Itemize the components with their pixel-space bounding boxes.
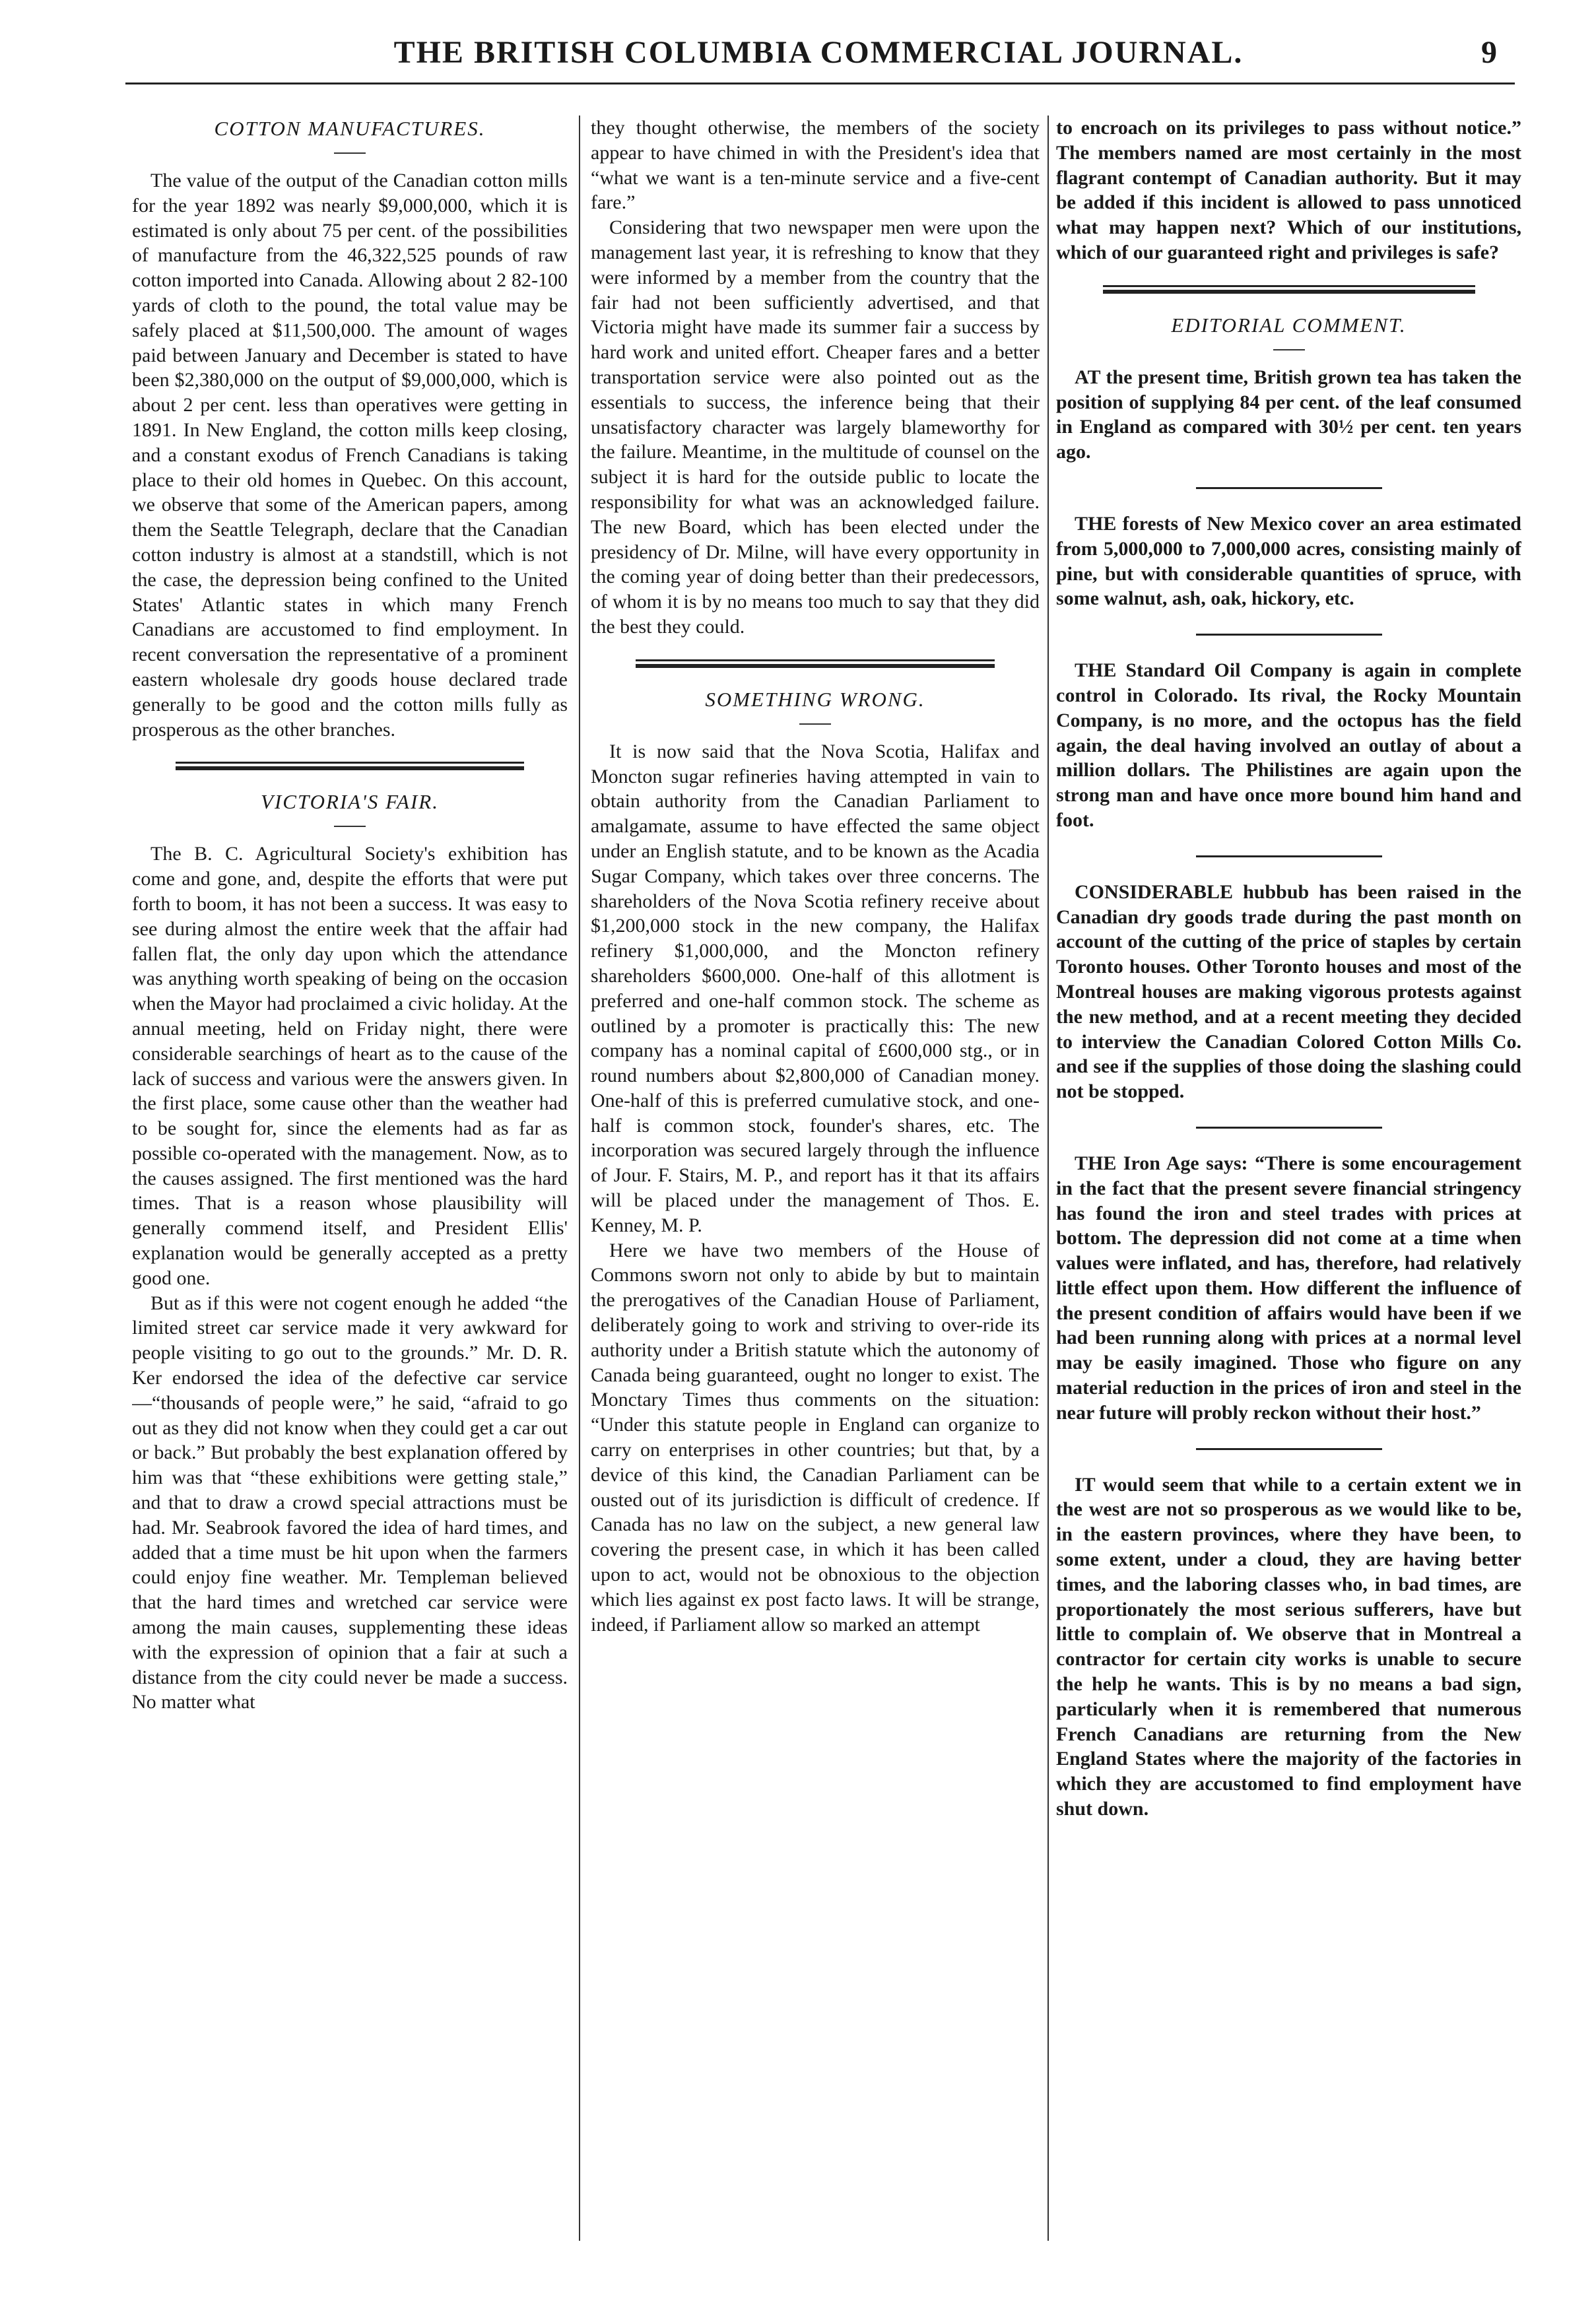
- item-divider: [1196, 634, 1382, 636]
- page-number: 9: [1481, 35, 1497, 70]
- editorial-item: IT would seem that while to a certain extent we in the west are not so prosperous as we would like to be, in the eastern provinces, where they have been, to some extent, under a cloud, they are having better times, and the laboring classes who, in bad times, are proportionately the most serious sufferers, have but little to complain of. We observe that in Montreal a contractor for certain city works is unable to secure the help he wants. This is by no means a bad sign, particularly when it is remembered that numerous French Canadians are returning from the New England States where the majority of the factories in which they are accustomed to find employment have shut down.: [1056, 1473, 1521, 1820]
- column-divider: [1047, 116, 1049, 2241]
- article-heading: VICTORIA'S FAIR.: [261, 790, 439, 814]
- column-3: [1056, 116, 1521, 2245]
- item-divider: [1196, 1127, 1382, 1129]
- article-heading: EDITORIAL COMMENT.: [1171, 313, 1407, 337]
- column-1: [132, 116, 568, 2245]
- editorial-item: THE Iron Age says: “There is some encouragement in the fact that the present severe financial stringency has found the iron and steel trades with prices at bottom. The depression did not come at a time when values were inflated, and has, therefore, had relatively little effect upon them. How different the influence of the present condition of affairs would have been if we had been running along with prices at a normal level may be easily imagined. Those who figure on any material reduction in the prices of iron and steel in the near future will probly reckon without their host.”: [1056, 1152, 1521, 1424]
- section-divider: [636, 659, 995, 668]
- editorial-item: CONSIDERABLE hubbub has been raised in the Canadian dry goods trade during the past month on account of the cutting of the price of staples by certain Toronto houses. Other Toronto houses and most of the Montreal houses are making vigorous protests against the new method, and at a recent meeting they decided to interview the Canadian Colored Cotton Mills Co. and see if the supplies of those doing the slashing could not be stopped.: [1056, 880, 1521, 1103]
- article-paragraph: The B. C. Agricultural Society's exhibition has come and gone, and, despite the efforts that were put forth to boom, it has not been a success. It was easy to see during almost the entire week that the affair had fallen flat, the only day upon which the attendance was anything worth speaking of being on the occasion when the Mayor had proclaimed a civic holiday. At the annual meeting, held on Friday night, there were considerable searchings of heart as to the cause of the lack of success and various were the answers given. In the first place, some cause other than the weather had to be sought for, since the elements had as far as possible co-operated with the management. Now, as to the causes assigned. The first mentioned was the hard times. That is a reason whose plausibility will generally commend itself, and President Ellis' explanation would be generally accepted as a pretty good one.: [132, 843, 568, 1289]
- column-2: [591, 116, 1040, 2245]
- editorial-item: THE forests of New Mexico cover an area estimated from 5,000,000 to 7,000,000 acres, consisting mainly of pine, but with considerable quantities of spruce, with some walnut, ash, oak, hickory, etc.: [1056, 512, 1521, 610]
- article-paragraph: to encroach on its privileges to pass without notice.” The members named are most certainly in the most flagrant contempt of Canadian authority. But it may be added if this incident is allowed to pass unnoticed what may happen next? Which of our institutions, which of our guaranteed right and privileges is safe?: [1056, 117, 1521, 263]
- article-paragraph: Considering that two newspaper men were upon the management last year, it is refreshing to know that they were informed by a member from the country that the fair had not been sufficiently advertised, and that Victoria might have made its summer fair a success by hard work and united effort. Cheaper fares and a better transportation service were also pointed out as the essentials to success, the inference being that their unsatisfactory character was largely blameworthy for the failure. Meantime, in the multitude of counsel on the subject it is hard for the outside public to locate the responsibility for what was an acknowledged failure. The new Board, which has been elected under the presidency of Dr. Milne, will have every opportunity in the coming year of doing better than their predecessors, of whom it is by no means too much to say that they did the best they could.: [591, 216, 1040, 638]
- article-paragraph: It is now said that the Nova Scotia, Halifax and Moncton sugar refineries having attempted in vain to obtain authority from the Canadian Parliament to amalgamate, assume to have effected the same object under an English statute, and to be known as the Acadia Sugar Company, which takes over three concerns. The shareholders of the Nova Scotia refinery receive about $1,200,000 stock in the new company, the Halifax refinery $1,000,000, and the Moncton refinery shareholders $600,000. One-half of this allotment is preferred and one-half common stock. The scheme as outlined by a promoter is practically this: The new company has a nominal capital of £600,000 stg., or in round numbers about $2,800,000 of Canadian money. One-half of this is preferred cumulative stock, and one-half is common stock, founder's shares, etc. The incorporation was secured largely through the influence of Jour. F. Stairs, M. P., and report has it that its affairs will be placed under the management of Thos. E. Kenney, M. P.: [591, 740, 1040, 1236]
- section-divider: [176, 762, 524, 770]
- editorial-item: THE Standard Oil Company is again in complete control in Colorado. Its rival, the Rocky Mountain Company, is no more, and the octopus has the field again, the deal having involved an outlay of about a million dollars. The Philistines are again upon the strong man and have once more bound him hand and foot.: [1056, 659, 1521, 831]
- editorial-item: AT the present time, British grown tea has taken the position of supplying 84 per cent. of the leaf consumed in England as compared with 30½ per cent. ten years ago.: [1056, 366, 1521, 463]
- item-divider: [1196, 487, 1382, 489]
- article-paragraph: But as if this were not cogent enough he added “the limited street car service made it very awkward for people visiting to go out to the grounds.” Mr. D. R. Ker endorsed the idea of the defective car service—“thousands of people were,” he said, “afraid to go out as they did not know when they could get a car out or back.” But probably the best explanation offered by him was that “these exhibitions were getting stale,” and that to draw a crowd special attractions must be had. Mr. Seabrook favored the idea of hard times, and added that a time must be hit upon when the farmers could enjoy fine weather. Mr. Templeman believed that the hard times and wretched car service were among the main causes, supplementing these ideas with the expression of opinion that a fair at such a distance from the city could never be made a success. No matter what: [132, 1292, 568, 1713]
- journal-title: THE BRITISH COLUMBIA COMMERCIAL JOURNAL.: [393, 35, 1244, 70]
- article-heading: COTTON MANUFACTURES.: [214, 117, 486, 140]
- short-rule: [1273, 349, 1305, 350]
- short-rule: [334, 826, 366, 827]
- item-divider: [1196, 855, 1382, 857]
- column-divider: [579, 116, 580, 2241]
- section-divider: [1103, 285, 1475, 294]
- header-rule: [125, 83, 1515, 84]
- article-heading: SOMETHING WRONG.: [705, 687, 925, 711]
- masthead: [132, 34, 1505, 81]
- article-paragraph: The value of the output of the Canadian cotton mills for the year 1892 was nearly $9,000,000, which it is estimated is only about 75 per cent. of the possibilities of manufacture from the 46,322,525 pounds of raw cotton imported into Canada. Allowing about 2 82-100 yards of cloth to the pound, the total value may be safely placed at $11,500,000. The amount of wages paid between January and December is stated to have been $2,380,000 on the output of $9,000,000, which is about 2 per cent. less than operatives were getting in 1891. In New England, the cotton mills keep closing, and a constant exodus of French Canadians is taking place to their old homes in Quebec. On this account, we observe that some of the American papers, among them the Seattle Telegraph, declare that the Canadian cotton industry is almost at a standstill, which is not the case, the depression being confined to the United States' Atlantic states in which many French Canadians are accustomed to find employment. In recent conversation the representative of a prominent eastern wholesale dry goods house declared trade generally to be good and the cotton mills fully as prosperous as the other branches.: [132, 170, 568, 741]
- article-paragraph: Here we have two members of the House of Commons sworn not only to abide by but to maintain the prerogatives of the Canadian House of Parliament, deliberately going to work and striving to over-ride its authority under a British statute which the autonomy of Canada being guaranteed, ought no longer to exist. The Monctary Times thus comments on the situation: “Under this statute people in England can organize to carry on enterprises in other countries; but that, by a device of this kind, the Canadian Parliament can be ousted out of its jurisdiction is difficult of credence. If Canada has no law on the subject, a new general law covering the present case, in which it has been called upon to act, would not be obnoxious to the objection which lies against ex post facto laws. It will be strange, indeed, if Parliament allow so marked an attempt: [591, 1239, 1040, 1636]
- item-divider: [1196, 1448, 1382, 1450]
- short-rule: [799, 723, 831, 725]
- article-paragraph: they thought otherwise, the members of the society appear to have chimed in with the President's idea that “what we want is a ten-minute service and a five-cent fare.”: [591, 117, 1040, 214]
- short-rule: [334, 152, 366, 154]
